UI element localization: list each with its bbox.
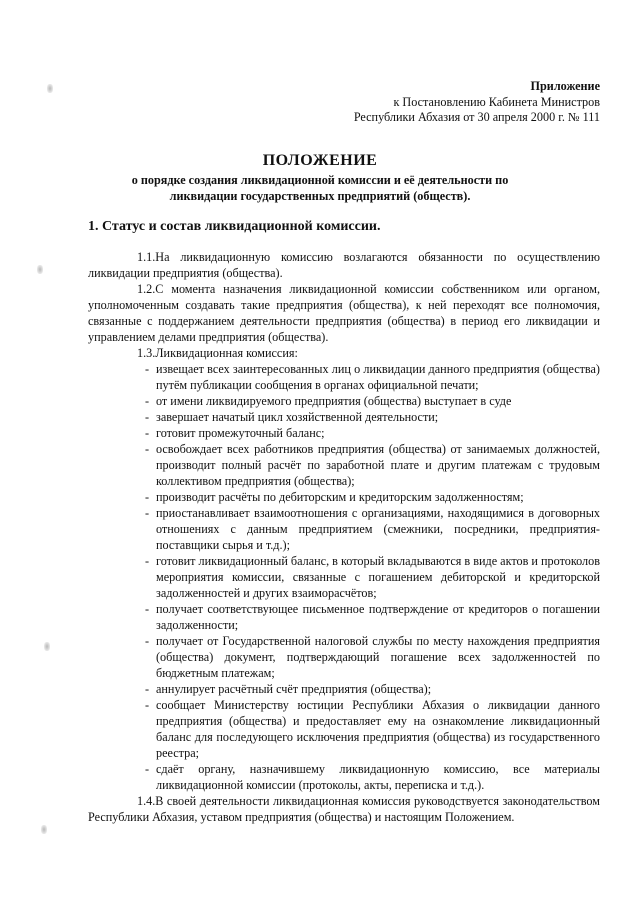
list-item [88,601,600,633]
list-item-text: освобождает всех работников предприятия (общества) от занимаемых должностей, производит полный расчёт по заработной плате и другим платежам с трудовым коллективом предприятия (общества); [156,442,600,488]
list-item [88,425,600,441]
list-item [88,505,600,553]
bullet-dash: - [145,426,150,440]
duties-list [88,361,600,793]
document-body [88,249,600,825]
appendix-line: Республики Абхазия от 30 апреля 2000 г. № 111 [353,110,600,124]
bullet-dash: - [145,490,150,504]
bullet-dash: - [145,410,150,424]
document-title: ПОЛОЖЕНИЕ [262,152,378,169]
list-item [88,393,600,409]
list-item-text: получает от Государственной налоговой службы по месту нахождения предприятия (общества) документ, подтверждающий погашение всех задолженностей по бюджетным платежам; [156,634,600,680]
scan-smudge [37,265,43,274]
list-item [88,633,600,681]
list-item-text: сдаёт органу, назначившему ликвидационную комиссию, все материалы ликвидационной комиссии (протоколы, акты, переписка и т.д.). [156,762,600,792]
bullet-dash: - [145,682,150,696]
appendix-line: к Постановлению Кабинета Министров [393,94,600,109]
scan-smudge [47,84,53,93]
list-item-text: приостанавливает взаимоотношения с организациями, находящимися в договорных отношениях с данным предприятием (смежники, посредники, предприятия-поставщики сырья и т.д.); [156,506,600,552]
bullet-dash: - [145,634,150,648]
list-item [88,681,600,697]
list-item-text: сообщает Министерству юстиции Республики Абхазия о ликвидации данного предприятия (общества) и предоставляет ему на ознакомление ликвидационный баланс для последующего исключения предприятия (общества) из государственного реестра; [156,698,600,760]
bullet-dash: - [145,602,150,616]
list-item [88,441,600,489]
scan-smudge [44,642,50,651]
list-item [88,697,600,761]
list-item [88,361,600,393]
paragraph-1-3: 1.3.Ликвидационная комиссия: [137,346,298,360]
appendix-block [354,79,600,126]
section-heading: 1. Статус и состав ликвидационной комиссии. [88,219,381,234]
scan-smudge [41,825,47,834]
list-item-text: аннулирует расчётный счёт предприятия (общества); [156,682,432,696]
list-item-text: завершает начатый цикл хозяйственной деятельности; [156,410,439,424]
bullet-dash: - [145,394,150,408]
bullet-dash: - [145,506,150,520]
list-item [88,409,600,425]
list-item [88,489,600,505]
list-item-text: от имени ликвидируемого предприятия (общества) выступает в суде [156,394,512,408]
list-item-text: получает соответствующее письменное подтверждение от кредиторов о погашении задолженности; [156,602,600,632]
list-item-text: готовит промежуточный баланс; [156,426,325,440]
list-item-text: готовит ликвидационный баланс, в который вкладываются в виде актов и протоколов мероприятия комиссии, связанные с погашением дебиторской и кредиторской задолженностей и других взаиморасчётов; [156,554,600,600]
list-item [88,761,600,793]
bullet-dash: - [145,362,150,376]
bullet-dash: - [145,442,150,456]
bullet-dash: - [145,762,150,776]
paragraph-1-2: 1.2.С момента назначения ликвидационной комиссии собственником или органом, уполномоченным создавать такие предприятия (общества), к ней переходят все полномочия, связанные с поддержанием деятельности предприятия (общества) в период его ликвидации и управлением делами предприятия (общества). [88,282,600,344]
subtitle-line: о порядке создания ликвидационной комиссии и её деятельности по [131,173,509,187]
bullet-dash: - [145,698,150,712]
list-item-text: извещает всех заинтересованных лиц о ликвидации данного предприятия (общества) путём публикации сообщения в органах официальной печати; [156,362,600,392]
bullet-dash: - [145,554,150,568]
paragraph-1-1: 1.1.На ликвидационную комиссию возлагаются обязанности по осуществлению ликвидации предприятия (общества). [88,250,600,280]
list-item [88,553,600,601]
document-subtitle [120,172,520,204]
list-item-text: производит расчёты по дебиторским и кредиторским задолженностям; [156,490,524,504]
appendix-heading: Приложение [530,79,600,93]
subtitle-line: ликвидации государственных предприятий (обществ). [169,189,471,203]
paragraph-1-4: 1.4.В своей деятельности ликвидационная комиссия руководствуется законодательством Республики Абхазия, уставом предприятия (общества) и настоящим Положением. [88,794,600,824]
